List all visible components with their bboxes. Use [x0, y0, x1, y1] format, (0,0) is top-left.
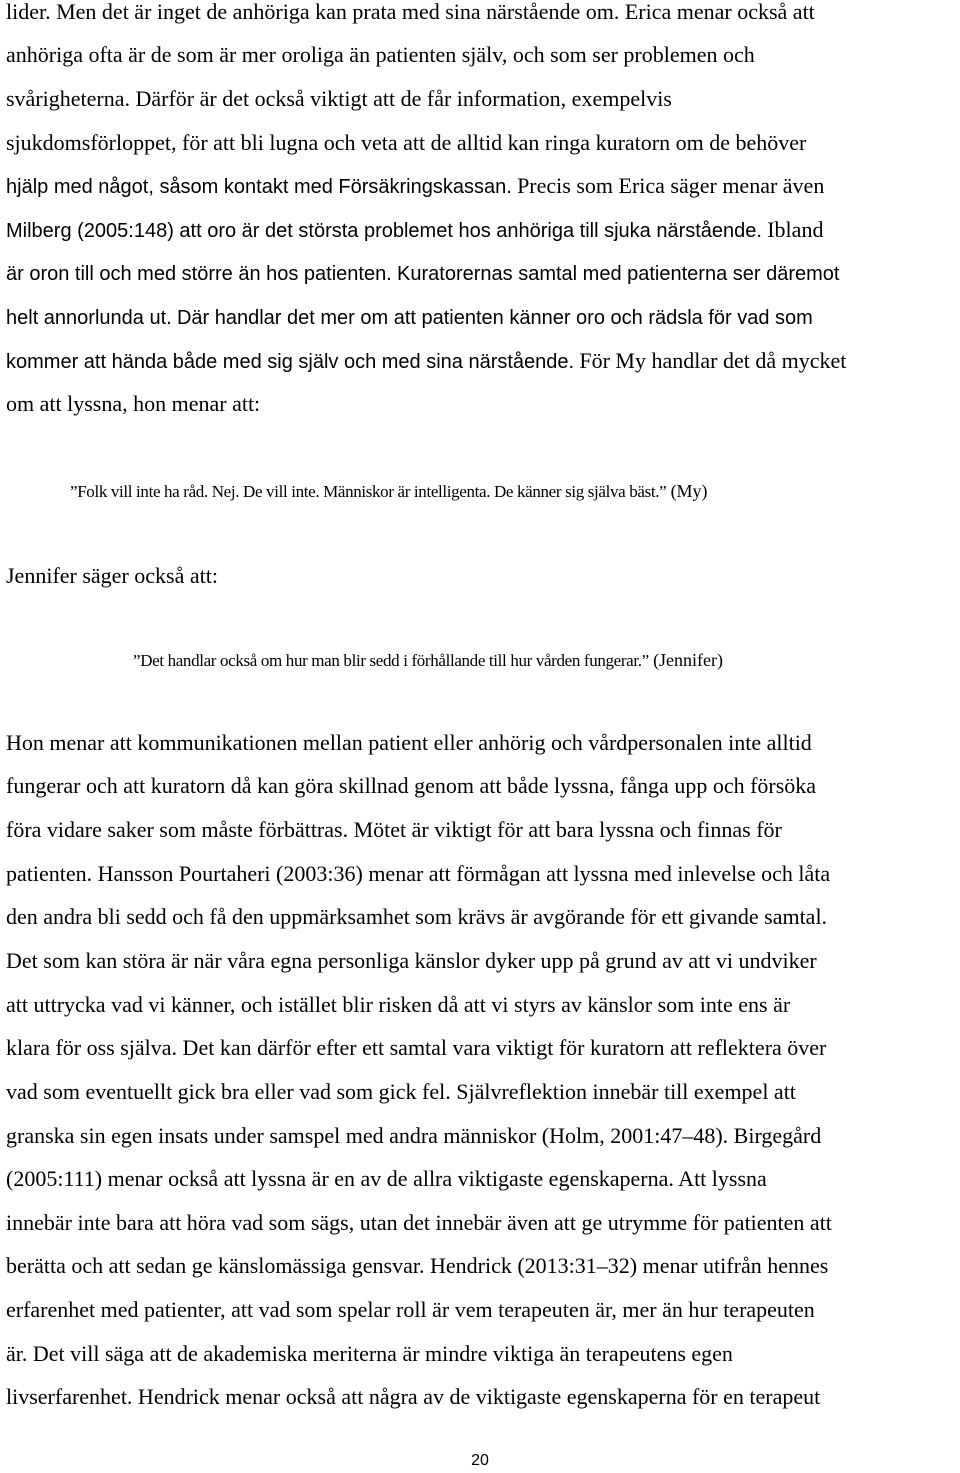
text-line — [6, 390, 260, 418]
text-run: innebär inte bara att höra vad som sägs, utan det innebär även att ge utrymme för patienten att — [6, 1210, 832, 1235]
text-run: Kuratorernas samtal med patienterna ser däremot — [397, 263, 840, 285]
text-run: anhöriga ofta är de som är mer oroliga än patienten själv, och som ser problemen och — [6, 42, 755, 67]
text-run: att uttrycka vad vi känner, och istället blir risken då att vi styrs av känslor som inte ens är — [6, 992, 791, 1017]
text-run: klara för oss själva. Det kan därför efter ett samtal vara viktigt för kuratorn att reflektera över — [6, 1035, 827, 1060]
text-line — [6, 1209, 832, 1237]
text-run: helt annorlunda ut. — [6, 307, 172, 329]
text-line — [6, 303, 813, 331]
text-run: hjälp med något, såsom kontakt med Försäkringskassan. — [6, 176, 512, 198]
text-run: vad som eventuellt gick bra eller vad som gick fel. Självreflektion innebär till exempel att — [6, 1079, 796, 1104]
text-run: Där handlar det mer om att patienten känner oro och rädsla för vad som — [176, 307, 813, 329]
text-line — [6, 991, 790, 1019]
block-quote — [70, 479, 708, 503]
text-line — [6, 259, 839, 287]
text-line — [6, 1296, 815, 1324]
text-line — [6, 172, 824, 200]
text-line — [6, 129, 806, 157]
text-line — [6, 1252, 828, 1280]
page-number: 20 — [471, 1452, 489, 1469]
text-run: Jennifer säger också att: — [6, 563, 218, 588]
text-run: erfarenhet med patienter, att vad som spelar roll är vem terapeuten är, mer än hur terapeuten — [6, 1297, 815, 1322]
text-run: livserfarenhet. Hendrick menar också att några av de viktigaste egenskaperna för en terapeut — [6, 1384, 821, 1409]
text-run: den andra bli sedd och få den uppmärksamhet som krävs är avgörande för ett givande samtal. — [6, 904, 828, 929]
text-line — [6, 1165, 767, 1193]
text-run: lider. Men det är inget de anhöriga kan prata med sina närstående om. Erica menar också att — [6, 0, 815, 24]
text-line — [6, 1078, 796, 1106]
text-run: (2005:111) menar också att lyssna är en av de allra viktigaste egenskaperna. Att lyssna — [6, 1166, 767, 1191]
text-run: Hon menar att kommunikationen mellan patient eller anhörig och vårdpersonalen inte alltid — [6, 730, 812, 755]
text-line — [6, 562, 218, 590]
text-run: För My handlar det då mycket — [579, 348, 847, 373]
text-line — [6, 1383, 820, 1411]
text-run: Ibland — [767, 217, 824, 242]
text-line — [6, 85, 672, 113]
text-line — [6, 41, 755, 69]
text-line — [6, 729, 812, 757]
quote-text: ”Folk vill inte ha råd. Nej. De vill inte. Människor är intelligenta. De känner sig själva bäst.” — [70, 482, 667, 501]
text-run: svårigheterna. Därför är det också viktigt att de får information, exempelvis — [6, 86, 672, 111]
quote-text: ”Det handlar också om hur man blir sedd i förhållande till hur vården fungerar.” — [133, 651, 649, 670]
quote-attribution: (My) — [670, 481, 708, 501]
text-run: föra vidare saker som måste förbättras. Mötet är viktigt för att bara lyssna och finnas för — [6, 817, 782, 842]
text-run: fungerar och att kuratorn då kan göra skillnad genom att både lyssna, fånga upp och försöka — [6, 773, 817, 798]
text-run: är oron till och med större än hos patienten. — [6, 263, 392, 285]
text-run: Precis som Erica säger menar även — [517, 173, 825, 198]
text-line — [6, 347, 846, 375]
text-run: kommer att hända både med sig själv och med sina närstående. — [6, 351, 575, 373]
text-run: är. Det vill säga att de akademiska meriterna är mindre viktiga än terapeutens egen — [6, 1341, 733, 1366]
text-run: om att lyssna, hon menar att: — [6, 391, 261, 416]
text-run: granska sin egen insats under samspel med andra människor (Holm, 2001:47–48). Birgegård — [6, 1123, 822, 1148]
text-run: Milberg (2005:148) att oro är det största problemet hos anhöriga till sjuka närstående. — [6, 220, 762, 242]
text-run: berätta och att sedan ge känslomässiga gensvar. Hendrick (2013:31–32) menar utifrån hennes — [6, 1253, 829, 1278]
text-run: patienten. Hansson Pourtaheri (2003:36) menar att förmågan att lyssna med inlevelse och låta — [6, 861, 831, 886]
text-line — [6, 1034, 826, 1062]
block-quote — [133, 648, 723, 672]
text-line — [6, 860, 830, 888]
text-line — [6, 1340, 733, 1368]
text-line — [6, 903, 827, 931]
text-line — [6, 772, 816, 800]
text-run: Det som kan störa är när våra egna personliga känslor dyker upp på grund av att vi undviker — [6, 948, 817, 973]
text-line — [6, 1122, 821, 1150]
text-line — [6, 216, 823, 244]
text-line — [6, 947, 817, 975]
text-line — [6, 0, 815, 26]
quote-attribution: (Jennifer) — [653, 650, 724, 670]
text-line — [6, 816, 782, 844]
text-run: sjukdomsförloppet, för att bli lugna och veta att de alltid kan ringa kuratorn om de behöver — [6, 130, 807, 155]
